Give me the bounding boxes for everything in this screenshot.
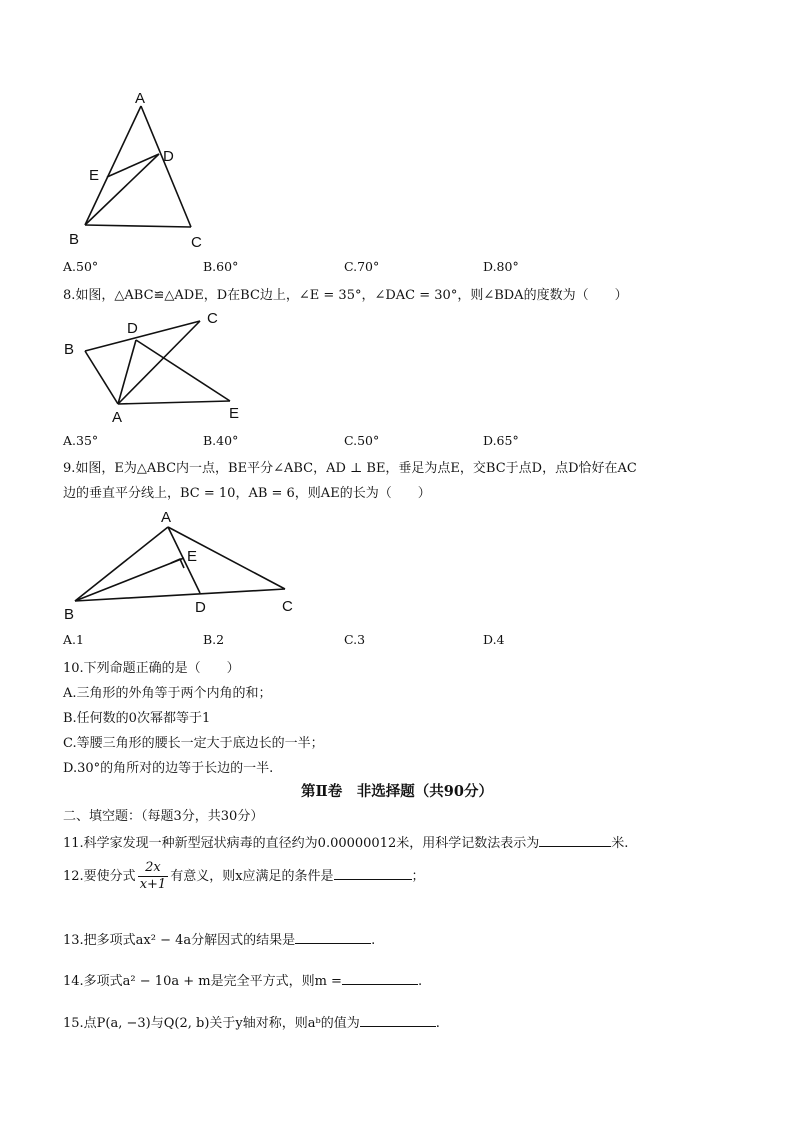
q14-suffix: .: [417, 974, 423, 989]
q11-answer-blank[interactable]: [539, 834, 611, 847]
q12-suffix: ；: [411, 869, 425, 884]
q10-option-a: A.三角形的外角等于两个内角的和；: [63, 686, 272, 701]
q9-option-b: B.2: [203, 632, 225, 647]
q9-option-c: C.3: [344, 632, 366, 647]
q9-option-d: D.4: [483, 632, 505, 647]
label-a: A: [161, 509, 172, 526]
label-d: D: [127, 320, 138, 337]
q8-options: [63, 433, 763, 449]
q14-text: 14.多项式a² − 10a + m是完全平方式，则m =: [63, 974, 342, 989]
label-e: E: [229, 405, 240, 422]
label-e: E: [89, 167, 100, 184]
q11: [63, 832, 628, 851]
figure-q8: [60, 305, 260, 430]
q12: [63, 860, 425, 893]
q13: [63, 929, 375, 948]
q7-option-b: B.60°: [203, 259, 239, 274]
q8-option-c: C.50°: [344, 433, 380, 448]
label-b: B: [69, 231, 80, 248]
label-a: A: [112, 409, 123, 426]
section-title: 第Ⅱ卷 非选择题（共90分）: [301, 783, 493, 800]
figure-q7: [60, 85, 240, 255]
label-c: C: [207, 310, 218, 327]
label-c: C: [282, 598, 293, 615]
q15: [63, 1012, 440, 1031]
q7-options: [63, 259, 763, 275]
q13-answer-blank[interactable]: [295, 931, 371, 944]
label-b: B: [64, 606, 75, 623]
q12-fraction: [138, 860, 169, 893]
label-a: A: [135, 90, 146, 107]
q12-denominator: x+1: [139, 877, 167, 892]
q15-text: 15.点P(a, −3)与Q(2, b)关于y轴对称，则aᵇ的值为: [63, 1016, 360, 1031]
label-d: D: [195, 599, 206, 616]
q13-text: 13.把多项式ax² − 4a分解因式的结果是: [63, 933, 296, 948]
label-d: D: [163, 148, 174, 165]
q10-option-d: D.30°的角所对的边等于长边的一半.: [63, 761, 274, 776]
q9-option-a: A.1: [63, 632, 84, 647]
q10-text: 10.下列命题正确的是（ ）: [63, 661, 240, 676]
q11-suffix: 米.: [611, 836, 629, 851]
q9-text-line1: 9.如图，E为△ABC内一点，BE平分∠ABC，AD ⊥ BE，垂足为点E，交BC于点D，点D恰好在AC: [63, 461, 637, 476]
q8-option-b: B.40°: [203, 433, 239, 448]
q12-text-mid: 有意义，则x应满足的条件是: [170, 869, 334, 884]
q10-option-c: C.等腰三角形的腰长一定大于底边长的一半；: [63, 736, 324, 751]
q7-option-a: A.50°: [63, 259, 99, 274]
label-e: E: [187, 548, 198, 565]
part2-header: 二、填空题：（每题3分，共30分）: [63, 809, 264, 824]
q12-answer-blank[interactable]: [334, 867, 412, 880]
q7-option-d: D.80°: [483, 259, 519, 274]
figure-q9: [60, 505, 310, 625]
q8-text: 8.如图，△ABC≌△ADE，D在BC边上，∠E = 35°，∠DAC = 30°，则∠BDA的度数为（ ）: [63, 288, 628, 303]
q9-options: [63, 632, 763, 648]
q8-option-d: D.65°: [483, 433, 519, 448]
q14: [63, 970, 422, 989]
label-c: C: [191, 234, 202, 251]
q14-answer-blank[interactable]: [342, 972, 418, 985]
q11-text: 11.科学家发现一种新型冠状病毒的直径约为0.00000012米，用科学记数法表示为: [63, 836, 540, 851]
q10-option-b: B.任何数的0次幂都等于1: [63, 711, 211, 726]
label-b: B: [64, 341, 75, 358]
q12-numerator: 2x: [138, 860, 169, 877]
q13-suffix: .: [371, 933, 376, 948]
q7-option-c: C.70°: [344, 259, 380, 274]
q12-text: 12.要使分式: [63, 869, 136, 884]
q15-answer-blank[interactable]: [360, 1014, 436, 1027]
q9-text-line2: 边的垂直平分线上，BC = 10，AB = 6，则AE的长为（ ）: [63, 486, 431, 501]
q15-suffix: .: [435, 1016, 440, 1031]
q8-option-a: A.35°: [63, 433, 99, 448]
